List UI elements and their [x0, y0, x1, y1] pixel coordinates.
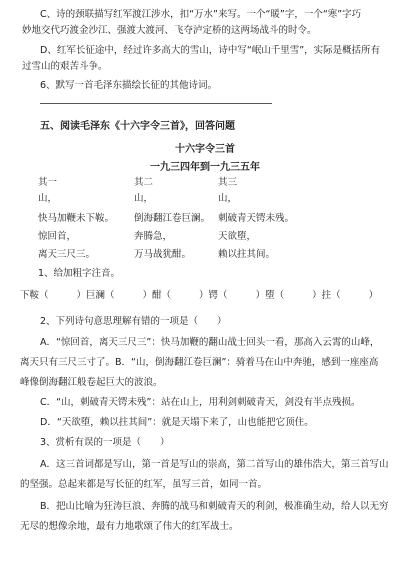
q2-line: 离天只有三尺三寸了。B．“山，倒海翻江卷巨澜”：骑着马在山中奔驰，感到一座座高 [20, 357, 379, 368]
q1-item: ）巨澜（ [76, 290, 115, 301]
q2-prompt: 2、下列诗句意思理解有错的一项是（ ） [40, 316, 227, 327]
option-d-line1: D、红军长征途中，经过许多高大的雪山，诗中写“岷山千里雪”，实际是概括所有 [40, 45, 381, 56]
question-6: 6、默写一首毛泽东描绘长征的其他诗词。 [40, 80, 218, 91]
q1-item: ）拄（ [312, 290, 341, 301]
q1-item: 下鞍（ [20, 290, 49, 301]
poem-col-3-line: 刺破青天锷未残。 [218, 213, 295, 224]
q2-line: C．“山，刺破青天锷未残”：站在山上，用利剑刺破青天，剑没有半点残损。 [40, 397, 361, 408]
section-title: 五、阅读毛泽东《十六字令三首》，回答问题 [40, 121, 235, 132]
q1-prompt: 1、给加粗字注音。 [38, 268, 121, 279]
poem-date: 一九三四年到一九三五年 [150, 162, 260, 173]
option-c-line1: C、诗的颈联描写红军渡江涉水，扣“万水”来写。一个“暖”字，一个“寒”字巧 [40, 9, 362, 20]
q1-item: ）锷（ [199, 290, 228, 301]
answer-underline [40, 103, 272, 104]
q3-prompt: 3、赏析有误的一项是（ ） [40, 437, 170, 448]
poem-col-1-name: 其一 [38, 177, 58, 188]
q2-line: 峰像倒海翻江般卷起巨大的波浪。 [20, 377, 163, 388]
poem-col-3-name: 其三 [218, 177, 238, 188]
q1-item: ）酣（ [142, 290, 172, 301]
q1-item: ） [368, 290, 379, 301]
poem-title: 十六字令三首 [175, 144, 235, 155]
poem-col-1-line: 山， [38, 193, 58, 204]
option-c-line2: 妙地交代巧渡金沙江、强渡大渡河、飞夺泸定桥的这两场战斗的时令。 [22, 25, 317, 36]
q2-line: A．“惊回首，离天三尺三”：快马加鞭的翻山战士回头一看，那高入云霄的山峰， [40, 337, 380, 348]
q2-line: D．“天欲堕，赖以拄其间”：就是天塌下来了，山也能把它顶住。 [40, 417, 314, 428]
q1-items [20, 287, 378, 301]
q3-line: A．这三首词都是写山，第一首是写山的崇高，第二首写山的雄伟浩大，第三首写山 [40, 459, 389, 470]
poem-col-3-line: 天欲堕， [218, 231, 257, 242]
poem-col-2-line: 倒海翻江卷巨澜。 [134, 213, 211, 224]
poem-col-2-name: 其二 [134, 177, 154, 188]
q3-line: 的坚强。总起来都是写长征的红军，虽写三首，如同一首。 [20, 479, 268, 490]
poem-col-1-line: 惊回首， [38, 231, 77, 242]
q1-item: ）堕（ [255, 290, 285, 301]
poem-col-3-line: 山， [218, 193, 238, 204]
poem-col-2-line: 山， [134, 193, 154, 204]
q3-line: 无尽的想像余地，最有力地歌颂了伟大的红军战士。 [20, 521, 239, 532]
option-d-line2: 过雪山的艰苦斗争。 [22, 61, 108, 72]
poem-col-1-line: 快马加鞭未下鞍。 [38, 213, 115, 224]
q3-line: B．把山比喻为狂涛巨浪、奔腾的战马和刺破青天的利剑，极准确生动，给人以无穷 [40, 501, 389, 512]
poem-col-2-line: 奔腾急， [134, 231, 173, 242]
poem-col-1-line: 离天三尺三。 [38, 249, 96, 260]
poem-col-3-line: 赖以拄其间。 [218, 249, 276, 260]
poem-col-2-line: 万马战犹酣。 [134, 249, 192, 260]
